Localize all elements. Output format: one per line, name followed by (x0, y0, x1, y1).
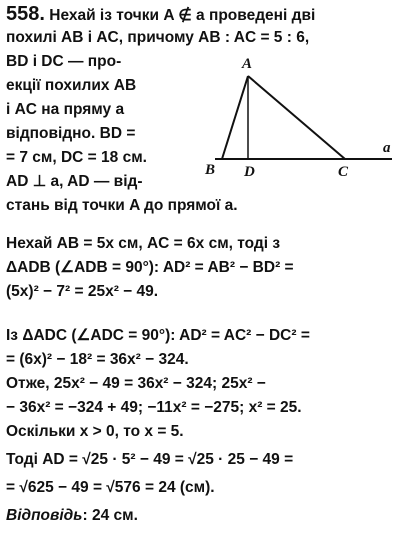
label-point-d: D (244, 164, 255, 177)
problem-line-4: екції похилих AB (6, 77, 137, 94)
triangle-figure (200, 52, 400, 177)
problem-line-2: похилі AB і AC, причому AB : AC = 5 : 6, (6, 29, 310, 46)
problem-line-6: відповідно. BD = (6, 125, 136, 142)
answer-label: Відповідь (6, 507, 83, 524)
problem-line-8: AD ⊥ a, AD — від- (6, 173, 143, 190)
problem-line-1: 558. Нехай із точки A ∉ a проведені дві (6, 3, 316, 25)
solution-line-6: Отже, 25x² − 49 = 36x² − 324; 25x² − (6, 375, 266, 392)
solution-line-4: Із ΔADC (∠ADC = 90°): AD² = AC² − DC² = (6, 327, 310, 344)
solution-line-2: ΔADB (∠ADB = 90°): AD² = AB² − BD² = (6, 259, 294, 276)
segment-ab (222, 76, 248, 159)
solution-line-9: Тоді AD = √25 · 5² − 49 = √25 · 25 − 49 = (6, 451, 294, 468)
solution-line-7: − 36x² = −324 + 49; −11x² = −275; x² = 25. (6, 399, 302, 416)
answer-line (6, 506, 138, 526)
solution-line-8: Оскільки x > 0, то x = 5. (6, 423, 184, 440)
problem-line-3: BD і DC — про- (6, 53, 122, 70)
label-line-a: a (383, 140, 391, 156)
label-point-b: B (205, 162, 216, 177)
solution-line-10: = √625 − 49 = √576 = 24 (см). (6, 479, 215, 496)
label-point-c: C (338, 164, 349, 177)
solution-line-5: = (6x)² − 18² = 36x² − 324. (6, 351, 189, 368)
problem-line-7: = 7 см, DC = 18 см. (6, 149, 147, 166)
segment-ac (248, 76, 345, 159)
label-point-a: A (242, 56, 253, 72)
problem-number: 558. (6, 3, 45, 25)
solution-line-1: Нехай AB = 5x см, AC = 6x см, тоді з (6, 235, 281, 252)
problem-line-5: і AC на пряму a (6, 101, 125, 118)
problem-line-9: стань від точки A до прямої a. (6, 197, 238, 214)
solution-line-3: (5x)² − 7² = 25x² − 49. (6, 283, 159, 300)
answer-value: : 24 см. (82, 507, 138, 524)
